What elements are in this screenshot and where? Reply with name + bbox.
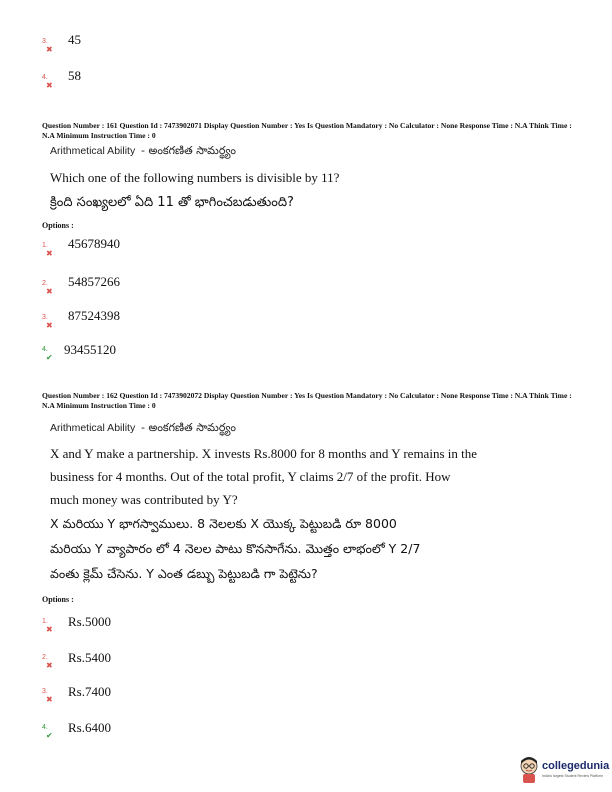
cross-icon: ✖ — [46, 695, 53, 704]
question-text-telugu-line: మరియు Y వ్యాపారం లో 4 నెలల పాటు కొనసాగేను. మొత్తం లాభంలో Y 2/7 — [50, 541, 421, 556]
logo-name: collegedunia — [542, 760, 610, 772]
cross-icon: ✖ — [46, 81, 53, 90]
options-label: Options : — [42, 221, 74, 230]
question-text-english-line: business for 4 months. Out of the total profit, Y claims 2/7 of the profit. How — [50, 469, 451, 484]
option-text: 45 — [68, 32, 81, 47]
subject-label: Arithmetical Ability - అంకగణిత సామర్థ్యం — [50, 421, 236, 434]
cross-icon: ✖ — [46, 321, 53, 330]
option-number: 1.✖ — [42, 618, 53, 634]
option-text: Rs.5000 — [68, 614, 111, 629]
option-number: 4.✔ — [42, 346, 53, 362]
cross-icon: ✖ — [46, 661, 53, 670]
options-label: Options : — [42, 595, 74, 604]
cross-icon: ✖ — [46, 45, 53, 54]
option-number: 3.✖ — [42, 38, 53, 54]
option-text: 87524398 — [68, 308, 120, 323]
option-number: 4.✔ — [42, 724, 53, 740]
question-text-telugu: క్రింది సంఖ్యలలో ఏది 11 తో భాగించబడుతుంది? — [50, 195, 294, 210]
option-text: Rs.6400 — [68, 720, 111, 735]
question-meta: Question Number : 161 Question Id : 7473902071 Display Question Number : Yes Is Question Mandatory : No Calculator : None Response Time : N.A Think Time : N.A Minimum Instruction Time : 0 — [42, 121, 572, 140]
question-text-english: Which one of the following numbers is divisible by 11? — [50, 170, 340, 185]
cross-icon: ✖ — [46, 625, 53, 634]
cross-icon: ✖ — [46, 249, 53, 258]
mascot-icon — [518, 756, 540, 784]
option-number: 3.✖ — [42, 314, 53, 330]
check-icon: ✔ — [46, 731, 53, 740]
logo-tagline: India's largest Student Review Platform — [542, 774, 603, 778]
option-text: Rs.5400 — [68, 650, 111, 665]
cross-icon: ✖ — [46, 287, 53, 296]
option-text: 58 — [68, 68, 81, 83]
option-text: 54857266 — [68, 274, 120, 289]
question-text-telugu-line: వంతు క్లెమ్ చేసెను. Y ఎంత డబ్బు పెట్టుబడి గా పెట్టెను? — [50, 566, 318, 581]
question-text-telugu-line: X మరియు Y భాగస్వాములు. 8 నెలలకు X యొక్క పెట్టుబడి రూ 8000 — [50, 516, 397, 531]
collegedunia-logo — [518, 756, 610, 786]
option-number: 3.✖ — [42, 688, 53, 704]
option-text: Rs.7400 — [68, 684, 111, 699]
option-text: 93455120 — [64, 342, 116, 357]
question-text-english-line: much money was contributed by Y? — [50, 492, 238, 507]
subject-label: Arithmetical Ability - అంకగణిత సామర్థ్యం — [50, 144, 236, 157]
option-number: 4.✖ — [42, 74, 53, 90]
question-meta: Question Number : 162 Question Id : 7473902072 Display Question Number : Yes Is Question Mandatory : No Calculator : None Response Time : N.A Think Time : N.A Minimum Instruction Time : 0 — [42, 391, 572, 410]
question-text-english-line: X and Y make a partnership. X invests Rs.8000 for 8 months and Y remains in the — [50, 446, 477, 461]
option-number: 2.✖ — [42, 654, 53, 670]
option-number: 2.✖ — [42, 280, 53, 296]
option-number: 1.✖ — [42, 242, 53, 258]
option-text: 45678940 — [68, 236, 120, 251]
check-icon: ✔ — [46, 353, 53, 362]
